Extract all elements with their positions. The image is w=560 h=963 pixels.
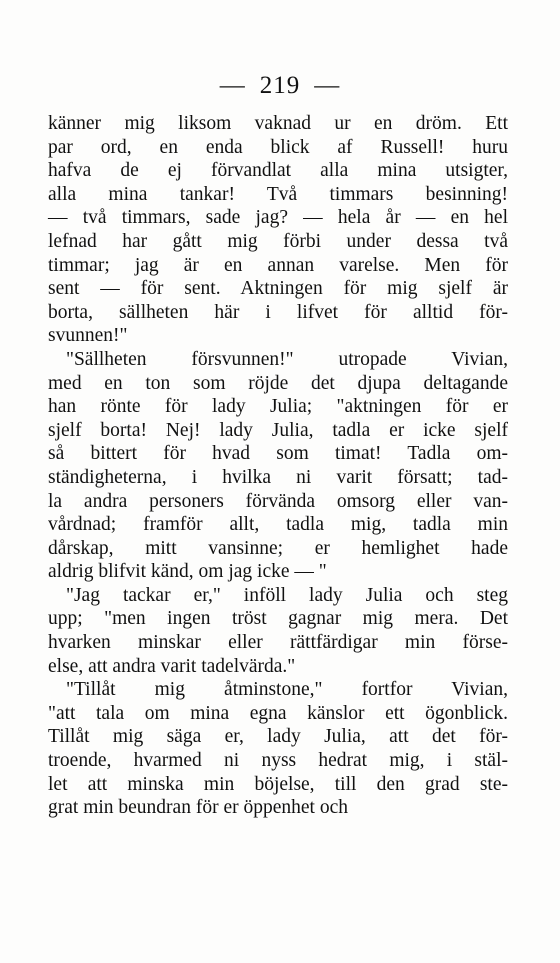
text-line: borta, sällheten här i lifvet för alltid för- (48, 301, 508, 323)
text-line: ständigheterna, i hvilka ni varit försatt; tad- (48, 466, 508, 488)
text-line: upp; "men ingen tröst gagnar mig mera. Det (48, 608, 508, 630)
text-line: vårdnad; framför allt, tadla mig, tadla min (48, 514, 508, 536)
text-line: par ord, en enda blick af Russell! huru (48, 136, 508, 158)
text-line: hvarken minskar eller rättfärdigar min förse- (48, 632, 508, 654)
text-line: — två timmars, sade jag? — hela år — en hel (48, 207, 508, 229)
text-line: "att tala om mina egna känslor ett ögonblick. (48, 702, 508, 724)
text-line: så bittert för hvad som timat! Tadla om- (48, 443, 508, 465)
text-line: Tillåt mig säga er, lady Julia, att det för- (48, 726, 508, 748)
text-line: känner mig liksom vaknad ur en dröm. Ett (48, 113, 508, 134)
text-line: sent — för sent. Aktningen för mig sjelf är (48, 278, 508, 300)
text-line: hafva de ej förvandlat alla mina utsigter, (48, 160, 508, 182)
text-line: "Sällheten försvunnen!" utropade Vivian, (66, 348, 508, 370)
text-line: dårskap, mitt vansinne; er hemlighet hade (48, 537, 508, 559)
text-line: "Jag tackar er," inföll lady Julia och steg (66, 584, 508, 606)
text-line: "Tillåt mig åtminstone," fortfor Vivian, (66, 679, 508, 701)
text-line: grat min beundran för er öppenhet och (48, 797, 348, 819)
text-line: la andra personers förvända omsorg eller van- (48, 490, 508, 512)
paragraph (48, 584, 508, 678)
text-line: troende, hvarmed ni nyss hedrat mig, i stäl- (48, 750, 508, 772)
header-dash-left: — (219, 72, 246, 99)
paragraph (48, 678, 508, 820)
text-line: han rönte för lady Julia; "aktningen för er (48, 396, 508, 418)
text-line: else, att andra varit tadelvärda." (48, 655, 296, 677)
text-line: med en ton som röjde det djupa deltagande (48, 372, 508, 394)
text-line: lefnad har gått mig förbi under dessa två (48, 230, 508, 252)
header-dash-right: — (314, 72, 341, 99)
paragraph (48, 348, 508, 584)
page-number: 219 (259, 72, 301, 99)
text-line: sjelf borta! Nej! lady Julia, tadla er icke sjelf (48, 419, 508, 441)
text-line: aldrig blifvit känd, om jag icke — " (48, 561, 327, 583)
paragraph (48, 112, 508, 348)
text-line: alla mina tankar! Två timmars besinning! (48, 183, 508, 205)
text-line: let att minska min böjelse, till den grad ste- (48, 773, 508, 795)
text-line: timmar; jag är en annan varelse. Men för (48, 254, 508, 276)
body-text (48, 112, 508, 820)
page-header (0, 72, 560, 100)
text-line: svunnen!" (48, 325, 128, 347)
